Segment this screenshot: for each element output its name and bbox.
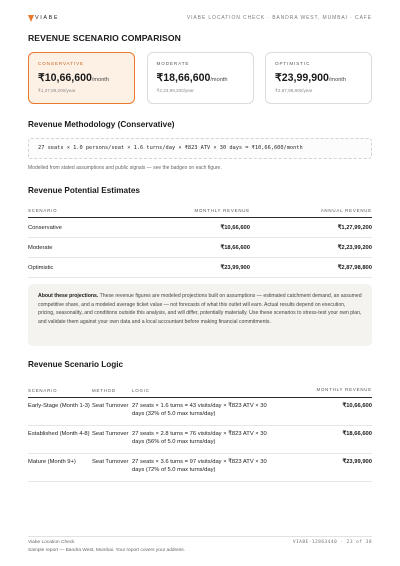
comparison-title: REVENUE SCENARIO COMPARISON xyxy=(28,33,181,43)
table-row: Mature (Month 9+) Seat Turnover 27 seats × 3.6 turns = 97 visits/day × ₹823 ATV × 30 days (72% of 5.0 max turns/day) ₹23,99,900 xyxy=(28,454,372,482)
table-row: Moderate ₹18,66,600 ₹2,23,99,200 xyxy=(28,238,372,258)
brand-name: VIABE xyxy=(35,15,60,21)
logic-table xyxy=(28,376,372,482)
table-row: Early-Stage (Month 1-3) Seat Turnover 27 seats × 1.6 turns = 43 visits/day × ₹823 ATV × 30 days (32% of 5.0 max turns/day) ₹10,66,600 xyxy=(28,398,372,426)
card-yearly: ₹2,23,99,200/year xyxy=(156,88,194,93)
page-header xyxy=(28,12,372,24)
table-header: SCENARIO MONTHLY REVENUE ANNUAL REVENUE xyxy=(28,202,372,218)
table-row: Optimistic ₹23,99,900 ₹2,87,98,800 xyxy=(28,258,372,278)
projections-disclaimer: About these projections. These revenue figures are modeled projections built on assumptions — estimated catchment demand, an assumed competitive share, and a modeled average ticket value — not forecasts of what this outlet will earn. Actual results depend on execution, pricing, seasonality, and conditions outside this analysis, and will differ, potentially materially. Use these scenarios to stress-test your own plan, and validate them against your own data and a local accountant before making financial commitments. xyxy=(28,284,372,346)
card-label: CONSERVATIVE xyxy=(38,61,85,66)
card-yearly: ₹1,27,99,200/year xyxy=(38,88,76,93)
card-amount: ₹18,66,600/month xyxy=(156,72,228,84)
revenue-formula: 27 seats × 1.0 persons/seat × 1.6 turns/day × ₹823 ATV × 30 days = ₹10,66,600/month xyxy=(28,138,372,159)
card-label: OPTIMISTIC xyxy=(275,61,311,66)
table-row: Established (Month 4-8) Seat Turnover 27 seats × 2.8 turns = 76 visits/day × ₹823 ATV × 30 days (56% of 5.0 max turns/day) ₹18,66,600 xyxy=(28,426,372,454)
table-row: Conservative ₹10,66,600 ₹1,27,99,200 xyxy=(28,218,372,238)
scenario-card-optimistic[interactable] xyxy=(265,52,372,104)
methodology-title: Revenue Methodology (Conservative) xyxy=(28,120,175,129)
methodology-note: Modelled from stated assumptions and public signals — see the badges on each figure. xyxy=(28,165,222,171)
scenario-card-moderate[interactable] xyxy=(147,52,254,104)
logo-mark-icon xyxy=(28,15,34,22)
report-context: VIABE LOCATION CHECK · BANDRA WEST, MUMBAI · CAFE xyxy=(186,15,372,21)
footer-note: Sample report — Bandra West, Mumbai. Your report covers your address. xyxy=(28,548,185,553)
estimates-title: Revenue Potential Estimates xyxy=(28,186,140,195)
footer-page-ref: VIABE-12863440 · 23 of 38 xyxy=(292,540,372,545)
logic-title: Revenue Scenario Logic xyxy=(28,360,124,369)
estimates-table xyxy=(28,202,372,278)
brand-logo xyxy=(28,15,59,22)
table-header: SCENARIO METHOD LOGIC MONTHLY REVENUE xyxy=(28,376,372,398)
card-label: MODERATE xyxy=(156,61,190,66)
card-yearly: ₹2,87,98,800/year xyxy=(275,88,313,93)
page-footer xyxy=(28,536,372,553)
footer-product: Viabe Location Check xyxy=(28,540,75,545)
card-amount: ₹10,66,600/month xyxy=(38,72,109,84)
card-amount: ₹23,99,900/month xyxy=(275,72,346,84)
scenario-card-conservative[interactable] xyxy=(28,52,135,104)
